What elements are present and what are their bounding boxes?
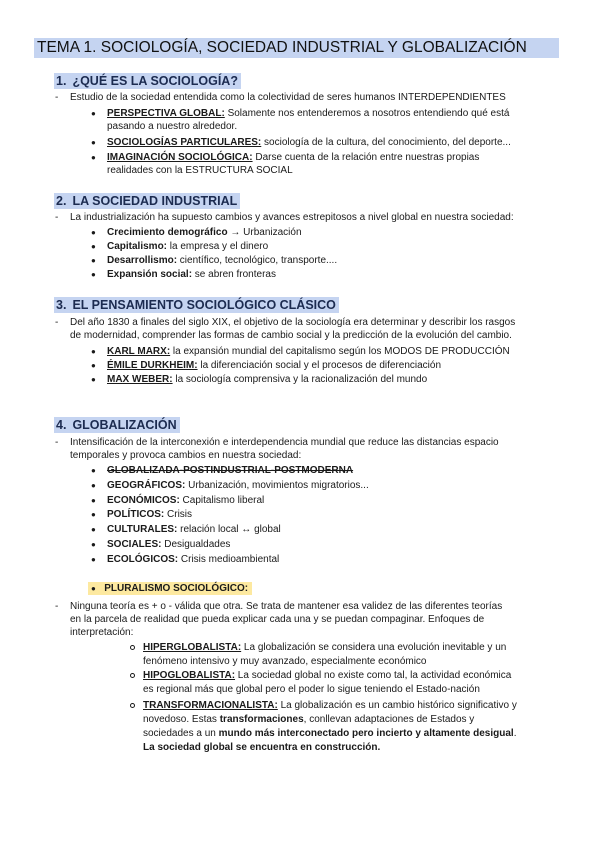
page-title: TEMA 1. SOCIOLOGÍA, SOCIEDAD INDUSTRIAL Y GLOBALIZACIÓN	[34, 38, 559, 58]
term: POLÍTICOS:	[107, 509, 165, 520]
s1-bullet-1-cont: pasando a nuestro alrededor.	[107, 121, 238, 132]
term: mundo más interconectado pero incierto y altamente desigual	[218, 728, 514, 739]
bullet-dot: ●	[91, 510, 96, 519]
s4-intro-line-1: Intensificación de la interconexión e interdependencia mundial que reduce las distancias espacio	[70, 437, 499, 448]
bullet-dot: ●	[91, 347, 96, 356]
text: → Urbanización	[227, 227, 302, 238]
term: Desarrollismo:	[107, 255, 178, 266]
dash-marker: -	[55, 92, 59, 103]
text: La globalización se considera una evolución inevitable y un	[241, 642, 507, 653]
approach-2	[143, 669, 511, 682]
text: se abren fronteras	[192, 269, 276, 280]
section-4-title: GLOBALIZACIÓN	[72, 418, 177, 432]
section-2-number: 2.	[56, 194, 67, 208]
pluralism-line-3: interpretación:	[70, 627, 134, 638]
section-1-heading	[54, 73, 241, 89]
approach-2-cont: es regional más que global pero el poder lo sigue teniendo el Estado-nación	[143, 684, 480, 695]
s3-bullet-2	[107, 359, 441, 372]
term: SOCIOLOGÍAS PARTICULARES:	[107, 137, 262, 148]
bullet-dot: ●	[91, 466, 96, 475]
text: la empresa y el dinero	[167, 241, 269, 252]
bullet-dot: ●	[91, 584, 96, 593]
text: Crisis	[164, 509, 193, 520]
approach-3-line-4	[143, 741, 380, 754]
text: La sociedad global no existe como tal, la actividad económica	[235, 670, 512, 681]
s2-bullet-1	[107, 226, 302, 239]
section-1-number: 1.	[56, 74, 67, 88]
term: PERSPECTIVA GLOBAL:	[107, 108, 225, 119]
dash-marker: -	[55, 317, 59, 328]
text: Urbanización, movimientos migratorios...	[185, 480, 369, 491]
s1-bullet-1	[107, 107, 509, 120]
s4-bullet-6	[107, 538, 230, 551]
s4-bullet-7	[107, 553, 279, 566]
section-3-number: 3.	[56, 298, 67, 312]
bullet-dot: ●	[91, 555, 96, 564]
dash-marker: -	[55, 437, 59, 448]
text: La globalización es un cambio histórico significativo y	[277, 700, 517, 711]
s3-intro-line-1: Del año 1830 a finales del siglo XIX, el objetivo de la sociología era determinar y describir los rasgos	[70, 317, 516, 328]
term: transformaciones	[219, 714, 304, 725]
section-3-title: EL PENSAMIENTO SOCIOLÓGICO CLÁSICO	[72, 298, 336, 312]
term: GEOGRÁFICOS:	[107, 480, 186, 491]
bullet-dot: ●	[91, 361, 96, 370]
text: la expansión mundial del capitalismo según los MODOS DE PRODUCCIÓN	[170, 346, 510, 357]
bullet-dot: ●	[91, 153, 96, 162]
term: TRANSFORMACIONALISTA:	[143, 700, 278, 711]
text: .	[513, 728, 517, 739]
circle-bullet	[130, 703, 135, 708]
bullet-dot: ●	[91, 109, 96, 118]
term: ECOLÓGICOS:	[107, 554, 179, 565]
bullet-dot: ●	[91, 481, 96, 490]
text: Crisis medioambiental	[178, 554, 280, 565]
term: ECONÓMICOS:	[107, 495, 180, 506]
text: sociedades a un	[143, 728, 219, 739]
term: ÉMILE DURKHEIM:	[107, 360, 198, 371]
section-2-title: LA SOCIEDAD INDUSTRIAL	[72, 194, 238, 208]
bullet-dot: ●	[91, 540, 96, 549]
approach-3	[143, 699, 517, 712]
text: científico, tecnológico, transporte....	[177, 255, 338, 266]
text: , conllevan adaptaciones de Estados y	[303, 714, 475, 725]
term: CULTURALES:	[107, 524, 178, 535]
text: la sociología comprensiva y la racionalización del mundo	[172, 374, 428, 385]
s4-bullet-5	[107, 523, 281, 536]
term: KARL MARX:	[107, 346, 171, 357]
bullet-dot: ●	[91, 375, 96, 384]
bullet-dot: ●	[91, 496, 96, 505]
section-3-heading	[54, 297, 339, 313]
s2-bullet-2	[107, 240, 268, 253]
term: HIPERGLOBALISTA:	[143, 642, 242, 653]
s1-bullet-3-cont: realidades con la ESTRUCTURA SOCIAL	[107, 165, 293, 176]
s3-bullet-3	[107, 373, 427, 386]
s4-bullet-2	[107, 479, 369, 492]
dash-marker: -	[55, 212, 59, 223]
s3-intro-line-2: de modernidad, comprender las formas de cambio social y la predicción de la evolución del cambio.	[70, 330, 512, 341]
s1-intro: Estudio de la sociedad entendida como la colectividad de seres humanos INTERDEPENDIENTES	[70, 92, 506, 103]
term: PLURALISMO SOCIOLÓGICO:	[104, 583, 249, 594]
text: Desigualdades	[161, 539, 231, 550]
circle-bullet	[130, 645, 135, 650]
text: sociología de la cultura, del conocimiento, del deporte...	[261, 137, 511, 148]
term: MAX WEBER:	[107, 374, 173, 385]
bullet-dot: ●	[91, 525, 96, 534]
section-4-heading	[54, 417, 180, 433]
text: Capitalismo liberal	[179, 495, 265, 506]
approach-3-line-3	[143, 727, 516, 740]
term: La sociedad global se encuentra en construcción.	[143, 742, 381, 753]
term: SOCIALES:	[107, 539, 162, 550]
bullet-dot: ●	[91, 228, 96, 237]
s2-bullet-4	[107, 268, 276, 281]
approach-1-cont: fenómeno intensivo y muy avanzado, especialmente económico	[143, 656, 427, 667]
bullet-dot: ●	[91, 138, 96, 147]
s3-bullet-1	[107, 345, 510, 358]
text: relación local ↔ global	[177, 524, 281, 535]
section-4-number: 4.	[56, 418, 67, 432]
pluralism-line-2: en la parcela de realidad que pueda explicar cada una y se puedan compaginar. Enfoques de	[70, 614, 485, 625]
term: HIPOGLOBALISTA:	[143, 670, 236, 681]
term: Expansión social:	[107, 269, 193, 280]
term: Capitalismo:	[107, 241, 168, 252]
text: Darse cuenta de la relación entre nuestras propias	[252, 152, 480, 163]
term: IMAGINACIÓN SOCIOLÓGICA:	[107, 152, 253, 163]
s4-bullet-4	[107, 508, 192, 521]
s1-bullet-3	[107, 151, 479, 164]
approach-3-line-2	[143, 713, 474, 726]
bullet-dot: ●	[91, 242, 96, 251]
circle-bullet	[130, 673, 135, 678]
pluralism-heading	[88, 582, 252, 595]
section-1-title: ¿QUÉ ES LA SOCIOLOGÍA?	[72, 74, 238, 88]
term: Crecimiento demográfico	[107, 227, 228, 238]
s4-bullet-1	[107, 464, 353, 477]
text: la diferenciación social y el procesos de diferenciación	[197, 360, 442, 371]
approach-1	[143, 641, 506, 654]
s1-bullet-2	[107, 136, 511, 149]
s4-intro-line-2: temporales y provoca cambios en nuestra sociedad:	[70, 450, 302, 461]
dash-marker: -	[55, 601, 59, 612]
bullet-dot: ●	[91, 256, 96, 265]
s2-bullet-3	[107, 254, 337, 267]
text: Solamente nos entenderemos a nosotros entendiendo qué está	[224, 108, 510, 119]
pluralism-line-1: Ninguna teoría es + o - válida que otra. Se trata de mantener esa validez de las diferentes teorías	[70, 601, 503, 612]
s2-intro: La industrialización ha supuesto cambios y avances estrepitosos a nivel global en nuestra sociedad:	[70, 212, 514, 223]
text: novedoso. Estas	[143, 714, 220, 725]
s4-bullet-3	[107, 494, 264, 507]
term: GLOBALIZADA-POSTINDUSTRIAL-POSTMODERNA	[107, 465, 354, 476]
bullet-dot: ●	[91, 270, 96, 279]
section-2-heading	[54, 193, 240, 209]
